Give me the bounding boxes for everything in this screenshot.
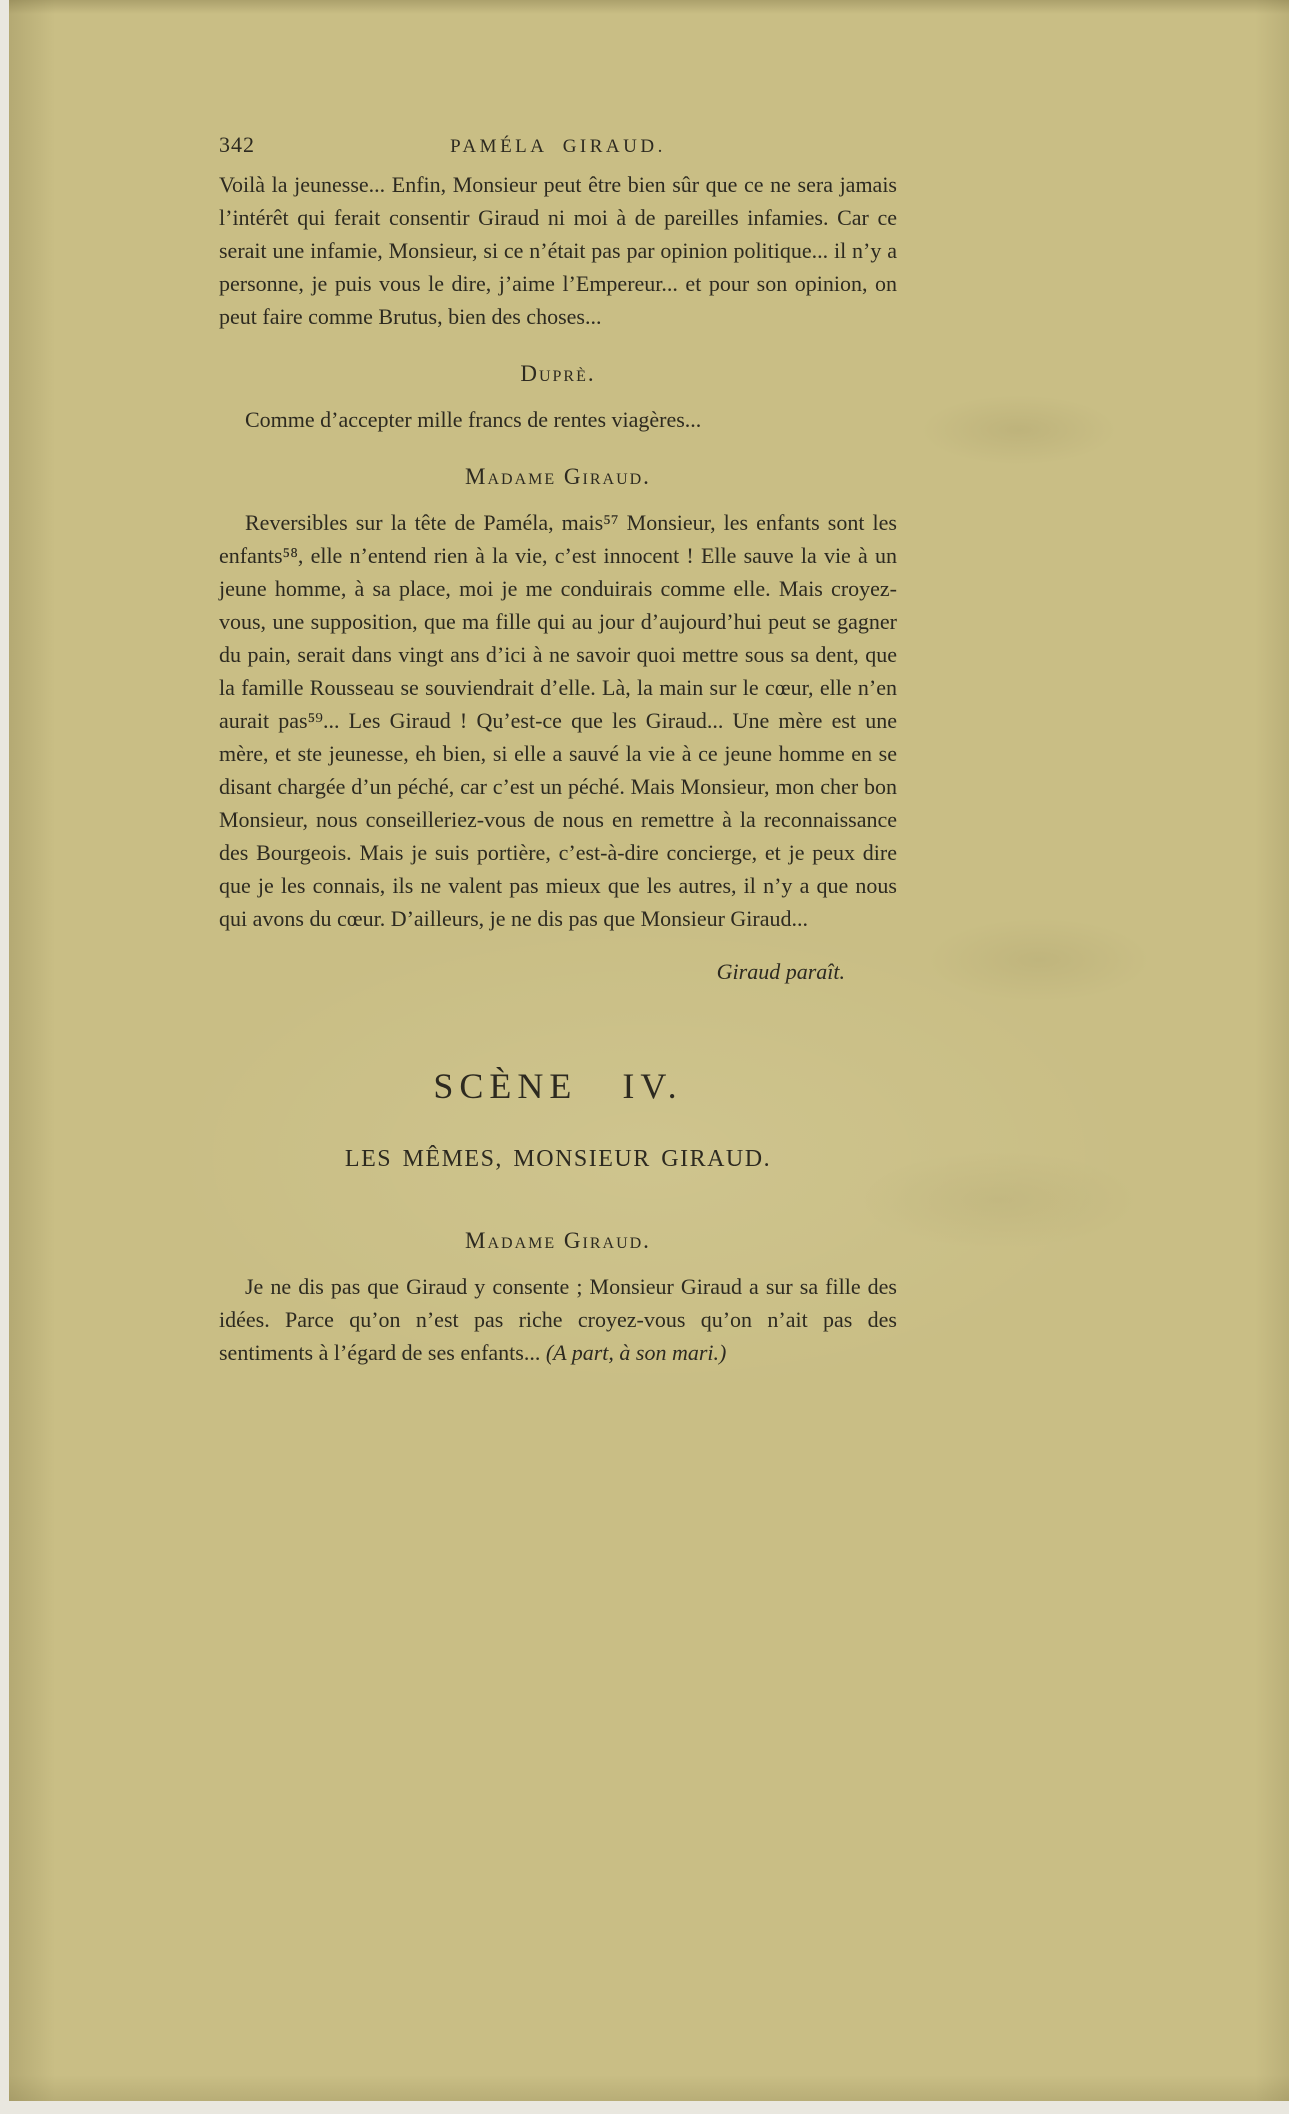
scene-heading: SCÈNE IV. [433,1066,683,1106]
dialogue-paragraph: Reversibles sur la tête de Paméla, mais⁵⁷ Monsieur, les enfants sont les enfants⁵⁸, elle n’entend rien à la vie, c’est innocent ! Elle sauve la vie à un jeune homme, à sa place, moi je me conduirais comme elle. Mais croyez-vous, une supposition, que ma fille qui au jour d’aujourd’hui peut se gagner du pain, serait dans vingt ans d’ici à ne savoir quoi mettre sous sa dent, que la famille Rousseau se souviendrait d’elle. Là, la main sur le cœur, elle n’en aurait pas⁵⁹... Les Giraud ! Qu’est-ce que les Giraud... Une mère est une mère, et ste jeunesse, eh bien, si elle a sauvé la vie à ce jeune homme en se disant chargée d’un péché, car c’est un péché. Mais Monsieur, mon cher bon Monsieur, nous conseilleriez-vous de nous en remettre à la reconnaissance des Bourgeois. Mais je suis portière, c’est-à-dire concierge, et je peux dire que je les connais, ils ne valent pas mieux que les autres, il n’y a que nous qui avons du cœur. D’ailleurs, je ne dis pas que Monsieur Giraud... [219,510,897,931]
speaker-name-madame-giraud: Madame Giraud. [465,464,651,489]
dialogue-paragraph: Voilà la jeunesse... Enfin, Monsieur peut être bien sûr que ce ne sera jamais l’intérêt qui ferait consentir Giraud ni moi à de pareilles infamies. Car ce serait une infamie, Monsieur, si ce n’était pas par opinion politique... il n’y a personne, je puis vous le dire, j’aime l’Empereur... et pour son opinion, on peut faire comme Brutus, bien des choses... [219,172,897,329]
speech-text: Je ne dis pas que Giraud y consente ; Monsieur Giraud a sur sa fille des idées. Parce qu’on n’est pas riche croyez-vous qu’on n’ait pas des sentiments à l’égard de ses enfants... [219,1274,897,1365]
dialogue-paragraph: Comme d’accepter mille francs de rentes viagères... [245,407,702,432]
speaker-name-madame-giraud: Madame Giraud. [465,1228,651,1253]
inline-stage-direction: (A part, à son mari.) [545,1340,727,1365]
page-header [219,128,897,161]
scene-characters-list: LES MÊMES, MONSIEUR GIRAUD. [344,1146,772,1172]
running-title: PAMÉLA GIRAUD. [450,136,666,157]
page-number: 342 [219,132,255,157]
dialogue-paragraph [219,1270,897,1369]
speaker-name-dupre: Duprè. [520,361,596,386]
book-page-scan [9,0,1289,2101]
stage-direction: Giraud paraît. [716,959,845,984]
page-content [219,0,897,1369]
